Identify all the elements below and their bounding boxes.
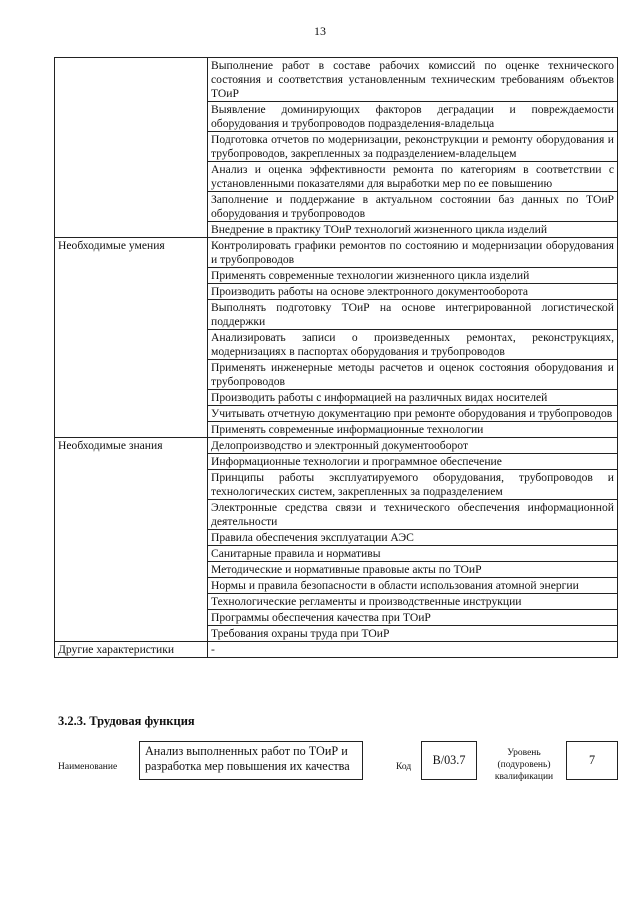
category-cell-empty [55,454,208,470]
table-row [55,610,618,626]
section-heading: 3.2.3. Трудовая функция [58,714,195,728]
requirement-cell: Делопроизводство и электронный документооборот [208,438,618,454]
requirement-cell: Технологические регламенты и производственные инструкции [208,594,618,610]
category-cell: Необходимые умения [55,238,208,268]
table-row [55,406,618,422]
category-cell-empty [55,422,208,438]
category-cell-empty [55,390,208,406]
table-row [55,268,618,284]
requirement-cell: Выполнять подготовку ТОиР на основе интегрированной логистической поддержки [208,300,618,330]
table-row [55,578,618,594]
level-label: Уровень (подуровень) квалификации [494,748,554,782]
table-row [55,422,618,438]
requirement-cell: Производить работы с информацией на различных видах носителей [208,390,618,406]
category-cell-empty [55,530,208,546]
table-row [55,360,618,390]
requirement-cell: Анализировать записи о произведенных ремонтах, реконструкциях, модернизациях в паспортах оборудования и трубопроводов [208,330,618,360]
category-cell-empty [55,546,208,562]
function-name-box: Анализ выполненных работ по ТОиР и разработка мер повышения их качества [139,741,363,780]
category-cell-empty [55,360,208,390]
requirement-cell: Заполнение и поддержание в актуальном состоянии баз данных по ТОиР оборудования и трубопроводов [208,192,618,222]
category-cell-empty [55,594,208,610]
category-cell-empty [55,626,208,642]
table-row [55,284,618,300]
table-row [55,330,618,360]
requirement-cell: Требования охраны труда при ТОиР [208,626,618,642]
requirement-cell: Информационные технологии и программное обеспечение [208,454,618,470]
table-row [55,626,618,642]
category-cell-empty [55,610,208,626]
table-row [55,102,618,132]
page-number: 13 [314,24,326,38]
requirement-cell: Принципы работы эксплуатируемого оборудования, трубопроводов и технологических систем, закрепленных за подразделением [208,470,618,500]
category-cell-empty [55,192,208,222]
requirement-cell: Правила обеспечения эксплуатации АЭС [208,530,618,546]
table-row [55,594,618,610]
table-row [55,58,618,102]
category-cell-empty [55,330,208,360]
requirement-cell: Подготовка отчетов по модернизации, реконструкции и ремонту оборудования и трубопроводов, закрепленных за подразделением-владельцем [208,132,618,162]
table-row [55,238,618,268]
table-row [55,162,618,192]
table-row [55,454,618,470]
table-row [55,192,618,222]
requirement-cell: Учитывать отчетную документацию при ремонте оборудования и трубопроводов [208,406,618,422]
category-cell-empty [55,500,208,530]
requirement-cell: Производить работы на основе электронного документооборота [208,284,618,300]
requirement-cell: Санитарные правила и нормативы [208,546,618,562]
requirement-cell: Применять инженерные методы расчетов и оценок состояния оборудования и трубопроводов [208,360,618,390]
category-cell-empty [55,406,208,422]
name-label: Наименование [58,762,118,772]
requirement-cell: Выполнение работ в составе рабочих комиссий по оценке технического состояния и соответствия установленным техническим требованиям объектов ТОиР [208,58,618,102]
table-row [55,546,618,562]
requirement-cell: Контролировать графики ремонтов по состоянию и модернизации оборудования и трубопроводов [208,238,618,268]
requirement-cell: Электронные средства связи и технического обеспечения информационной деятельности [208,500,618,530]
category-cell: Необходимые знания [55,438,208,454]
requirement-cell: Выявление доминирующих факторов деградации и повреждаемости оборудования и трубопроводов подразделения-владельца [208,102,618,132]
table-row [55,642,618,658]
category-cell-empty [55,562,208,578]
category-cell-empty [55,578,208,594]
table-row [55,132,618,162]
table-row [55,470,618,500]
table-row [55,222,618,238]
category-cell-empty [55,132,208,162]
category-cell: Другие характеристики [55,642,208,658]
function-code-box: B/03.7 [421,741,477,780]
requirement-cell: Применять современные технологии жизненного цикла изделий [208,268,618,284]
qualification-level-box: 7 [566,741,618,780]
requirement-cell: Применять современные информационные технологии [208,422,618,438]
table-row [55,500,618,530]
category-cell [55,58,208,102]
category-cell-empty [55,470,208,500]
category-cell-empty [55,162,208,192]
table-row [55,300,618,330]
table-row [55,390,618,406]
category-cell-empty [55,284,208,300]
requirement-cell: Программы обеспечения качества при ТОиР [208,610,618,626]
table-row [55,530,618,546]
table-row [55,562,618,578]
requirement-cell: Нормы и правила безопасности в области использования атомной энергии [208,578,618,594]
requirement-cell: Внедрение в практику ТОиР технологий жизненного цикла изделий [208,222,618,238]
code-label: Код [396,762,412,772]
requirements-body [55,58,618,658]
requirements-table [54,57,618,658]
requirement-cell: - [208,642,618,658]
category-cell-empty [55,300,208,330]
requirement-cell: Анализ и оценка эффективности ремонта по категориям в соответствии с установленными показателями для выработки мер по ее повышению [208,162,618,192]
category-cell-empty [55,268,208,284]
category-cell-empty [55,222,208,238]
requirement-cell: Методические и нормативные правовые акты по ТОиР [208,562,618,578]
category-cell-empty [55,102,208,132]
table-row [55,438,618,454]
